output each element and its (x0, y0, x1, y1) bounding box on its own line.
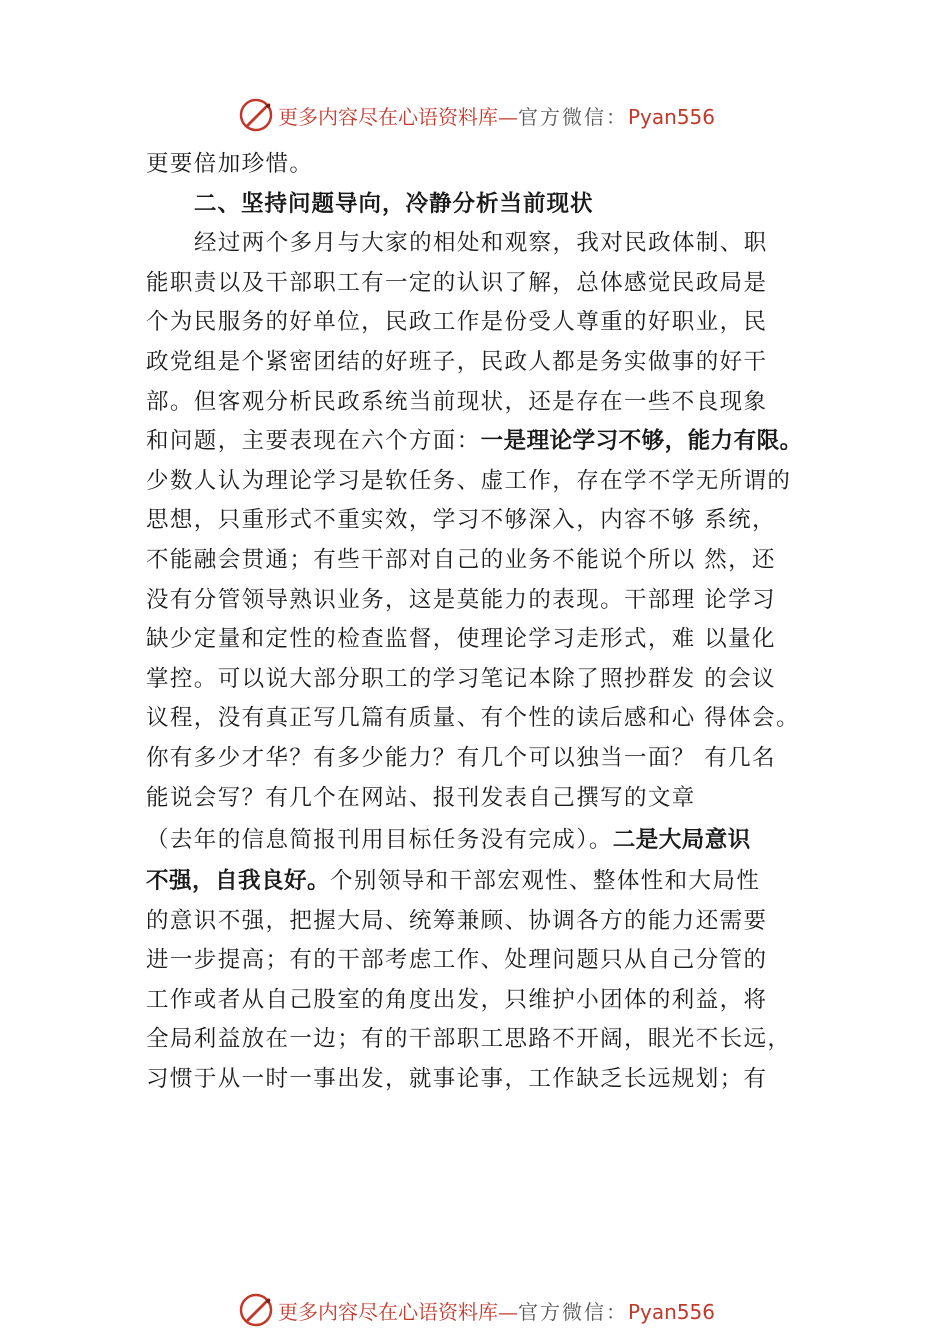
footer-dash: — (498, 1299, 518, 1324)
paragraph-line (146, 862, 846, 902)
paragraph-line: 思想，只重形式不重实效，学习不够深入，内容不够 系统， (146, 507, 776, 534)
section-heading: 二、坚持问题导向，冷静分析当前现状 (194, 190, 594, 217)
document-body (146, 145, 846, 1100)
header-wechat-id: Pyan556 (628, 104, 716, 129)
line-text: （去年的信息简报刊用目标任务没有完成）。 (146, 827, 613, 854)
paragraph-line: 掌控。可以说大部分职工的学习笔记本除了照抄群发 的会议 (146, 665, 776, 692)
paragraph-line: 更要倍加珍惜。 (146, 151, 314, 177)
quill-logo-icon (238, 1292, 274, 1328)
header-text (278, 101, 715, 130)
paragraph-line: 不能融会贯通；有些干部对自己的业务不能说个所以 然，还 (146, 546, 776, 573)
header-dash: — (498, 104, 518, 129)
paragraph-line: 经过两个多月与大家的相处和观察，我对民政体制、职 (194, 230, 768, 257)
paragraph-line: 能说会写？有几个在网站、报刊发表自己撰写的文章 (146, 784, 696, 811)
paragraph-line: 没有分管领导熟识业务，这是莫能力的表现。干部理 论学习 (146, 586, 776, 613)
footer-brand: 更多内容尽在心语资料库 (278, 1299, 498, 1324)
paragraph-line: 议程，没有真正写几篇有质量、有个性的读后感和心 得体会。 (146, 705, 800, 732)
header-brand: 更多内容尽在心语资料库 (278, 104, 498, 129)
paragraph-line: 个为民服务的好单位，民政工作是份受人尊重的好职业，民 (146, 309, 768, 336)
paragraph-line: 少数人认为理论学习是软任务、虚工作，存在学不学无所谓的 (146, 467, 792, 494)
paragraph-line: 习惯于从一时一事出发，就事论事，工作缺乏长远规划；有 (146, 1066, 768, 1093)
footer-wechat-id: Pyan556 (628, 1299, 716, 1324)
paragraph-line: 的意识不强，把握大局、统筹兼顾、协调各方的能力还需要 (146, 907, 768, 934)
bold-point-two-cont: 不强，自我良好。 (146, 868, 331, 895)
paragraph-line: 全局利益放在一边；有的干部职工思路不开阔，眼光不长远， (146, 1026, 792, 1053)
paragraph-line: 你有多少才华？有多少能力？有几个可以独当一面？ 有几名 (146, 744, 776, 771)
header-banner (238, 95, 758, 135)
paragraph-line: 部。但客观分析民政系统当前现状，还是存在一些不良现象 (146, 388, 768, 415)
bold-point-one: 一是理论学习不够，能力有限。 (480, 428, 803, 455)
bold-point-two: 二是大局意识 (612, 827, 751, 854)
paragraph-line: 能职责以及干部职工有一定的认识了解，总体感觉民政局是 (146, 269, 768, 296)
paragraph-line: 进一步提高；有的干部考虑工作、处理问题只从自己分管的 (146, 947, 768, 974)
footer-banner (238, 1290, 758, 1330)
footer-official-label: 官方微信： (518, 1299, 628, 1324)
paragraph-line (146, 818, 846, 862)
line-text: 和问题，主要表现在六个方面： (146, 428, 481, 455)
paragraph-line: 缺少定量和定性的检查监督，使理论学习走形式，难 以量化 (146, 626, 776, 653)
footer-text (278, 1296, 715, 1325)
line-text: 个别领导和干部宏观性、整体性和大局性 (330, 868, 761, 895)
paragraph-line: 工作或者从自己股室的角度出发，只维护小团体的利益，将 (146, 986, 768, 1013)
paragraph-line: 政党组是个紧密团结的好班子，民政人都是务实做事的好干 (146, 348, 768, 375)
paragraph-line (146, 422, 846, 462)
quill-logo-icon (238, 97, 274, 133)
header-official-label: 官方微信： (518, 104, 628, 129)
